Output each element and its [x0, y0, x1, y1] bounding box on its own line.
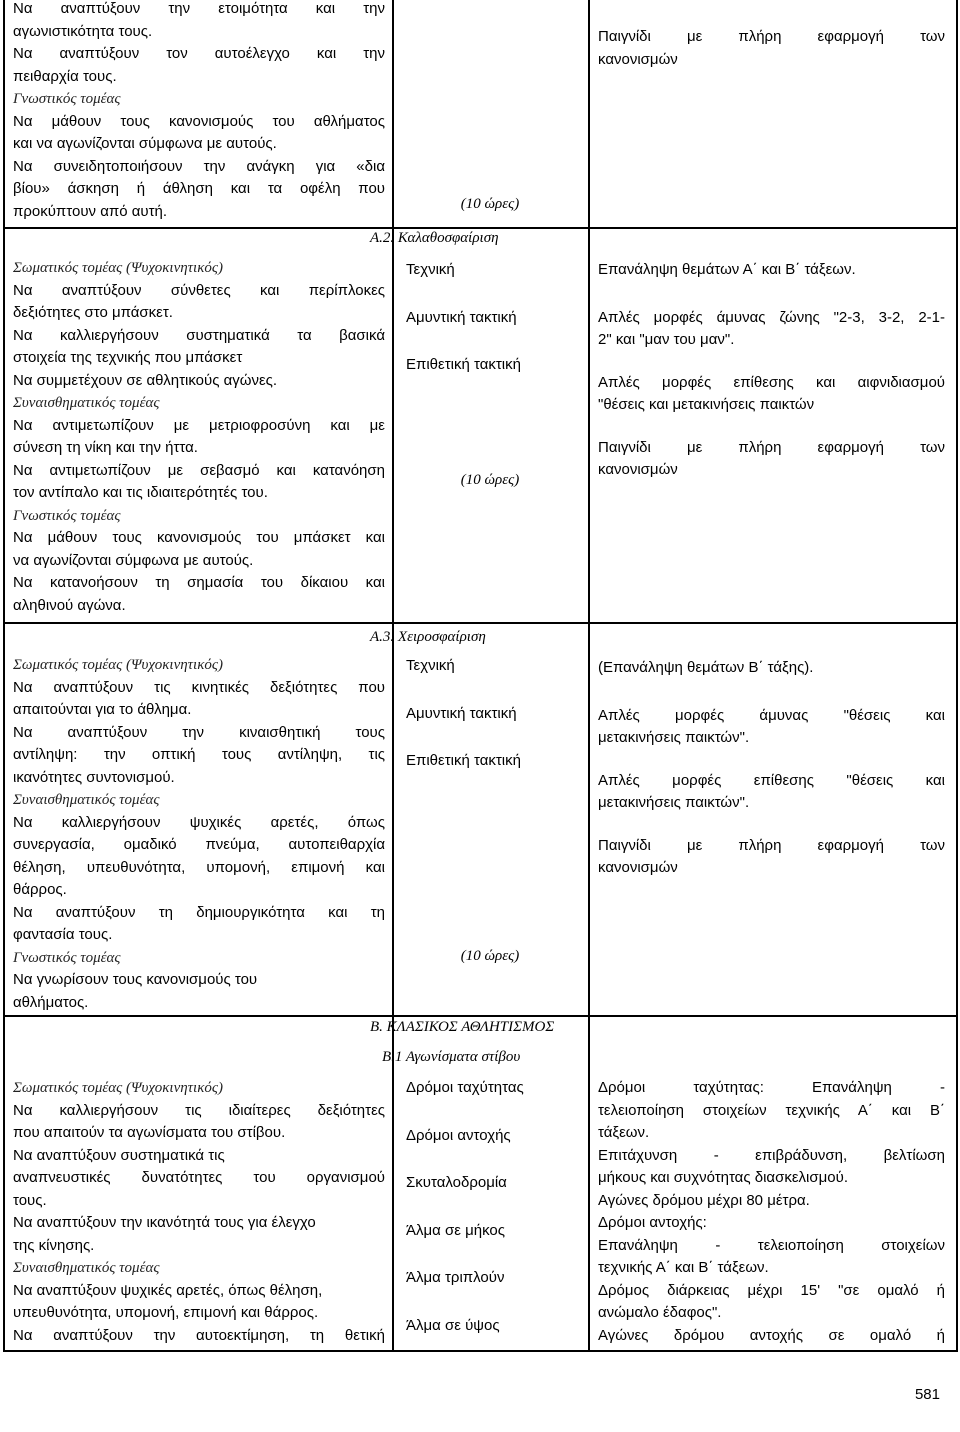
- text-line: Αγώνες δρόμου μέχρι 80 μέτρα.: [598, 1191, 810, 1209]
- topic-item: Αμυντική τακτική: [406, 704, 517, 722]
- text-line: Να αναπτύξουν την αυτοεκτίμηση, τη θετική: [13, 1326, 385, 1344]
- domain-heading: Γνωστικός τομέας: [13, 91, 121, 107]
- text-line: ικανότητες συντονισμού.: [13, 768, 175, 786]
- hours-label: (10 ώρες): [460, 472, 520, 488]
- activity-text: (Επανάληψη θεμάτων Β΄ τάξης).: [598, 659, 814, 676]
- text-line: πειθαρχία τους.: [13, 67, 117, 85]
- topic-item: Άλμα τριπλούν: [406, 1269, 505, 1286]
- text-line: σύνεση τη νίκη και την ήττα.: [13, 439, 198, 456]
- activity-text: Παιγνίδι με πλήρη εφαρμογή των: [598, 836, 945, 854]
- domain-heading: Συναισθηματικός τομέας: [13, 792, 160, 808]
- text-line: τελειοποίηση στοιχείων τεχνικής Α΄ και Β΄: [598, 1101, 945, 1119]
- topic-item: Επιθετική τακτική: [406, 752, 521, 769]
- activity-text: "θέσεις και μετακινήσεις παικτών: [598, 396, 815, 413]
- text-line: να αγωνίζονται σύμφωνα με αυτούς.: [13, 551, 254, 569]
- text-line: τον αντίπαλο και τις ιδιαιτερότητές του.: [13, 484, 268, 501]
- text-line: και να αγωνίζονται σύμφωνα με αυτούς.: [13, 135, 277, 152]
- text-line: της κίνησης.: [13, 1236, 95, 1254]
- text-line: Να αναπτύξουν σύνθετες και περίπλοκες: [13, 281, 385, 299]
- text-line: αντίληψη: την οπτική τους αντίληψη, τις: [13, 746, 385, 763]
- text-line: που απαιτούν τα αγωνίσματα του στίβου.: [13, 1124, 286, 1141]
- text-line: Να αναπτύξουν τις κινητικές δεξιότητες που: [13, 678, 385, 696]
- text-line: ανώμαλο έδαφος".: [598, 1304, 722, 1321]
- activity-text: Απλές μορφές άμυνας ζώνης "2-3, 3-2, 2-1-: [598, 308, 945, 326]
- objectives-cell-athletics: [13, 1077, 385, 1347]
- section-heading-track-events: Β.1 Αγωνίσματα στίβου: [382, 1049, 521, 1065]
- text-line: Παιγνίδι με πλήρη εφαρμογή των: [598, 28, 945, 45]
- activity-text: 2" και "μαν του μαν".: [598, 331, 735, 348]
- topic-item: Αμυντική τακτική: [406, 308, 517, 326]
- text-line: Να αναπτύξουν ψυχικές αρετές, όπως θέληση,: [13, 1281, 323, 1299]
- text-line: Να κατανοήσουν τη σημασία του δίκαιου και: [13, 574, 385, 591]
- text-line: Να μάθουν τους κανονισμούς του μπάσκετ και: [13, 529, 385, 546]
- activities-cell-basketball: [598, 259, 945, 482]
- section-heading-classic-athletics: Β. ΚΛΑΣΙΚΟΣ ΑΘΛΗΤΙΣΜΟΣ: [370, 1019, 555, 1035]
- domain-heading: Συναισθηματικός τομέας: [13, 1260, 160, 1276]
- text-line: Δρόμοι αντοχής:: [598, 1214, 707, 1231]
- activity-text: Επανάληψη θεμάτων Α΄ και Β΄ τάξεων.: [598, 261, 856, 278]
- text-line: Αγώνες δρόμου αντοχής σε ομαλό ή: [598, 1326, 945, 1344]
- text-line: Να αναπτύξουν την ετοιμότητα και την: [13, 0, 385, 17]
- topic-item: Τεχνική: [406, 657, 455, 674]
- table-border-right: [956, 0, 958, 1352]
- text-line: Να μάθουν τους κανονισμούς του αθλήματος: [13, 112, 385, 130]
- activity-text: κανονισμών: [598, 859, 678, 876]
- activity-text: μετακινήσεις παικτών".: [598, 729, 750, 746]
- text-line: φαντασία τους.: [13, 926, 113, 943]
- text-line: Να καλλιεργήσουν ψυχικές αρετές, όπως: [13, 813, 385, 831]
- text-line: Επανάληψη - τελειοποίηση στοιχείων: [598, 1236, 945, 1254]
- text-line: Να γνωρίσουν τους κανονισμούς του: [13, 971, 258, 988]
- objectives-cell-basketball: [13, 257, 385, 617]
- topic-list-basketball: [406, 259, 521, 377]
- section-heading-basketball: Α.2. Καλαθοσφαίριση: [370, 230, 499, 246]
- text-line: Επιτάχυνση - επιβράδυνση, βελτίωση: [598, 1146, 945, 1164]
- activity-text: Παιγνίδι με πλήρη εφαρμογή των: [598, 438, 945, 456]
- domain-heading: Σωματικός τομέας (Ψυχοκινητικός): [13, 1080, 223, 1096]
- text-line: αληθινού αγώνα.: [13, 596, 126, 614]
- text-line: απαιτούνται για το άθλημα.: [13, 701, 192, 718]
- text-line: δεξιότητες στο μπάσκετ.: [13, 304, 173, 321]
- text-line: αναπνευστικές δυνατότητες του οργανισμού: [13, 1169, 385, 1186]
- text-line: τεχνικής Α΄ και Β΄ τάξεων.: [598, 1259, 769, 1276]
- topic-list-handball: [406, 655, 521, 773]
- text-line: Δρόμοι ταχύτητας: Επανάληψη -: [598, 1079, 945, 1096]
- text-line: Να καλλιεργήσουν τις ιδιαίτερες δεξιότητες: [13, 1101, 385, 1119]
- activities-cell-1: [598, 26, 945, 71]
- text-line: Να αντιμετωπίζουν με μετριοφροσύνη και με: [13, 416, 385, 434]
- text-line: Να αναπτύξουν συστηματικά τις: [13, 1146, 225, 1164]
- topic-item: Δρόμοι ταχύτητας: [406, 1079, 524, 1096]
- text-line: αθλήματος.: [13, 993, 89, 1011]
- activity-text: Απλές μορφές επίθεσης "θέσεις και: [598, 771, 945, 789]
- text-line: συνεργασία, ομαδικό πνεύμα, αυτοπειθαρχία: [13, 836, 385, 853]
- text-line: Να αναπτύξουν τη δημιουργικότητα και τη: [13, 903, 385, 921]
- domain-heading: Γνωστικός τομέας: [13, 949, 121, 966]
- domain-heading: Γνωστικός τομέας: [13, 507, 121, 524]
- text-line: Να αντιμετωπίζουν με σεβασμό και κατανόηση: [13, 461, 385, 479]
- activity-text: μετακινήσεις παικτών".: [598, 794, 750, 811]
- text-line: θέληση, υπευθυνότητα, υπομονή, επιμονή και: [13, 858, 385, 876]
- topic-item: Άλμα σε μήκος: [406, 1221, 505, 1239]
- topic-list-track: [406, 1077, 524, 1337]
- row-divider-2: [3, 622, 958, 624]
- text-line: Να αναπτύξουν την ικανότητά τους για έλεγχο: [13, 1214, 316, 1231]
- text-line: Να αναπτύξουν τον αυτοέλεγχο και την: [13, 45, 385, 62]
- text-line: αγωνιστικότητα τους.: [13, 22, 153, 40]
- page-number: 581: [914, 1386, 940, 1403]
- text-line: Να καλλιεργήσουν συστηματικά τα βασικά: [13, 326, 385, 344]
- column-divider-2: [588, 0, 590, 1352]
- text-line: υπευθυνότητα, υπομονή, επιμονή και θάρρος.: [13, 1304, 319, 1321]
- table-border-left: [3, 0, 5, 1352]
- domain-heading: Σωματικός τομέας (Ψυχοκινητικός): [13, 657, 223, 673]
- activity-text: κανονισμών: [598, 461, 678, 478]
- text-line: τους.: [13, 1191, 47, 1209]
- text-line: βίου» άσκηση ή άθληση και τα οφέλη που: [13, 180, 385, 197]
- section-heading-handball: Α.3. Χειροσφαίριση: [370, 629, 486, 645]
- text-line: Να συμμετέχουν σε αθλητικούς αγώνες.: [13, 371, 278, 389]
- topic-item: Άλμα σε ύψος: [406, 1316, 500, 1334]
- domain-heading: Σωματικός τομέας (Ψυχοκινητικός): [13, 260, 223, 276]
- topic-item: Δρόμοι αντοχής: [406, 1126, 511, 1144]
- topic-item: Σκυταλοδρομία: [406, 1174, 507, 1191]
- text-line: Να συνειδητοποιήσουν την ανάγκη για «δια: [13, 157, 385, 175]
- text-line: Δρόμος διάρκειας μέχρι 15' "σε ομαλό ή: [598, 1281, 945, 1299]
- column-divider-1: [392, 0, 394, 1352]
- activity-text: Απλές μορφές άμυνας "θέσεις και: [598, 706, 945, 724]
- text-line: θάρρος.: [13, 881, 67, 898]
- text-line: τάξεων.: [598, 1124, 650, 1141]
- objectives-cell-1: [13, 0, 385, 223]
- text-line: Να αναπτύξουν την κιναισθητική τους: [13, 723, 385, 741]
- text-line: στοιχεία της τεχνικής που μπάσκετ: [13, 349, 243, 366]
- text-line: μήκους και συχνότητας διασκελισμού.: [598, 1169, 848, 1186]
- topic-item: Τεχνική: [406, 261, 455, 278]
- table-border-bottom: [3, 1350, 958, 1352]
- objectives-cell-handball: [13, 654, 385, 1014]
- domain-heading: Συναισθηματικός τομέας: [13, 395, 160, 411]
- topic-item: Επιθετική τακτική: [406, 356, 521, 373]
- activities-cell-athletics: [598, 1077, 945, 1347]
- text-line: προκύπτουν από αυτή.: [13, 202, 168, 220]
- hours-label: (10 ώρες): [460, 948, 520, 964]
- hours-label: (10 ώρες): [460, 196, 520, 212]
- text-line: κανονισμών: [598, 50, 678, 68]
- curriculum-table: [3, 0, 958, 1352]
- activity-text: Απλές μορφές επίθεσης και αιφνιδιασμού: [598, 373, 945, 391]
- activities-cell-handball: [598, 657, 945, 880]
